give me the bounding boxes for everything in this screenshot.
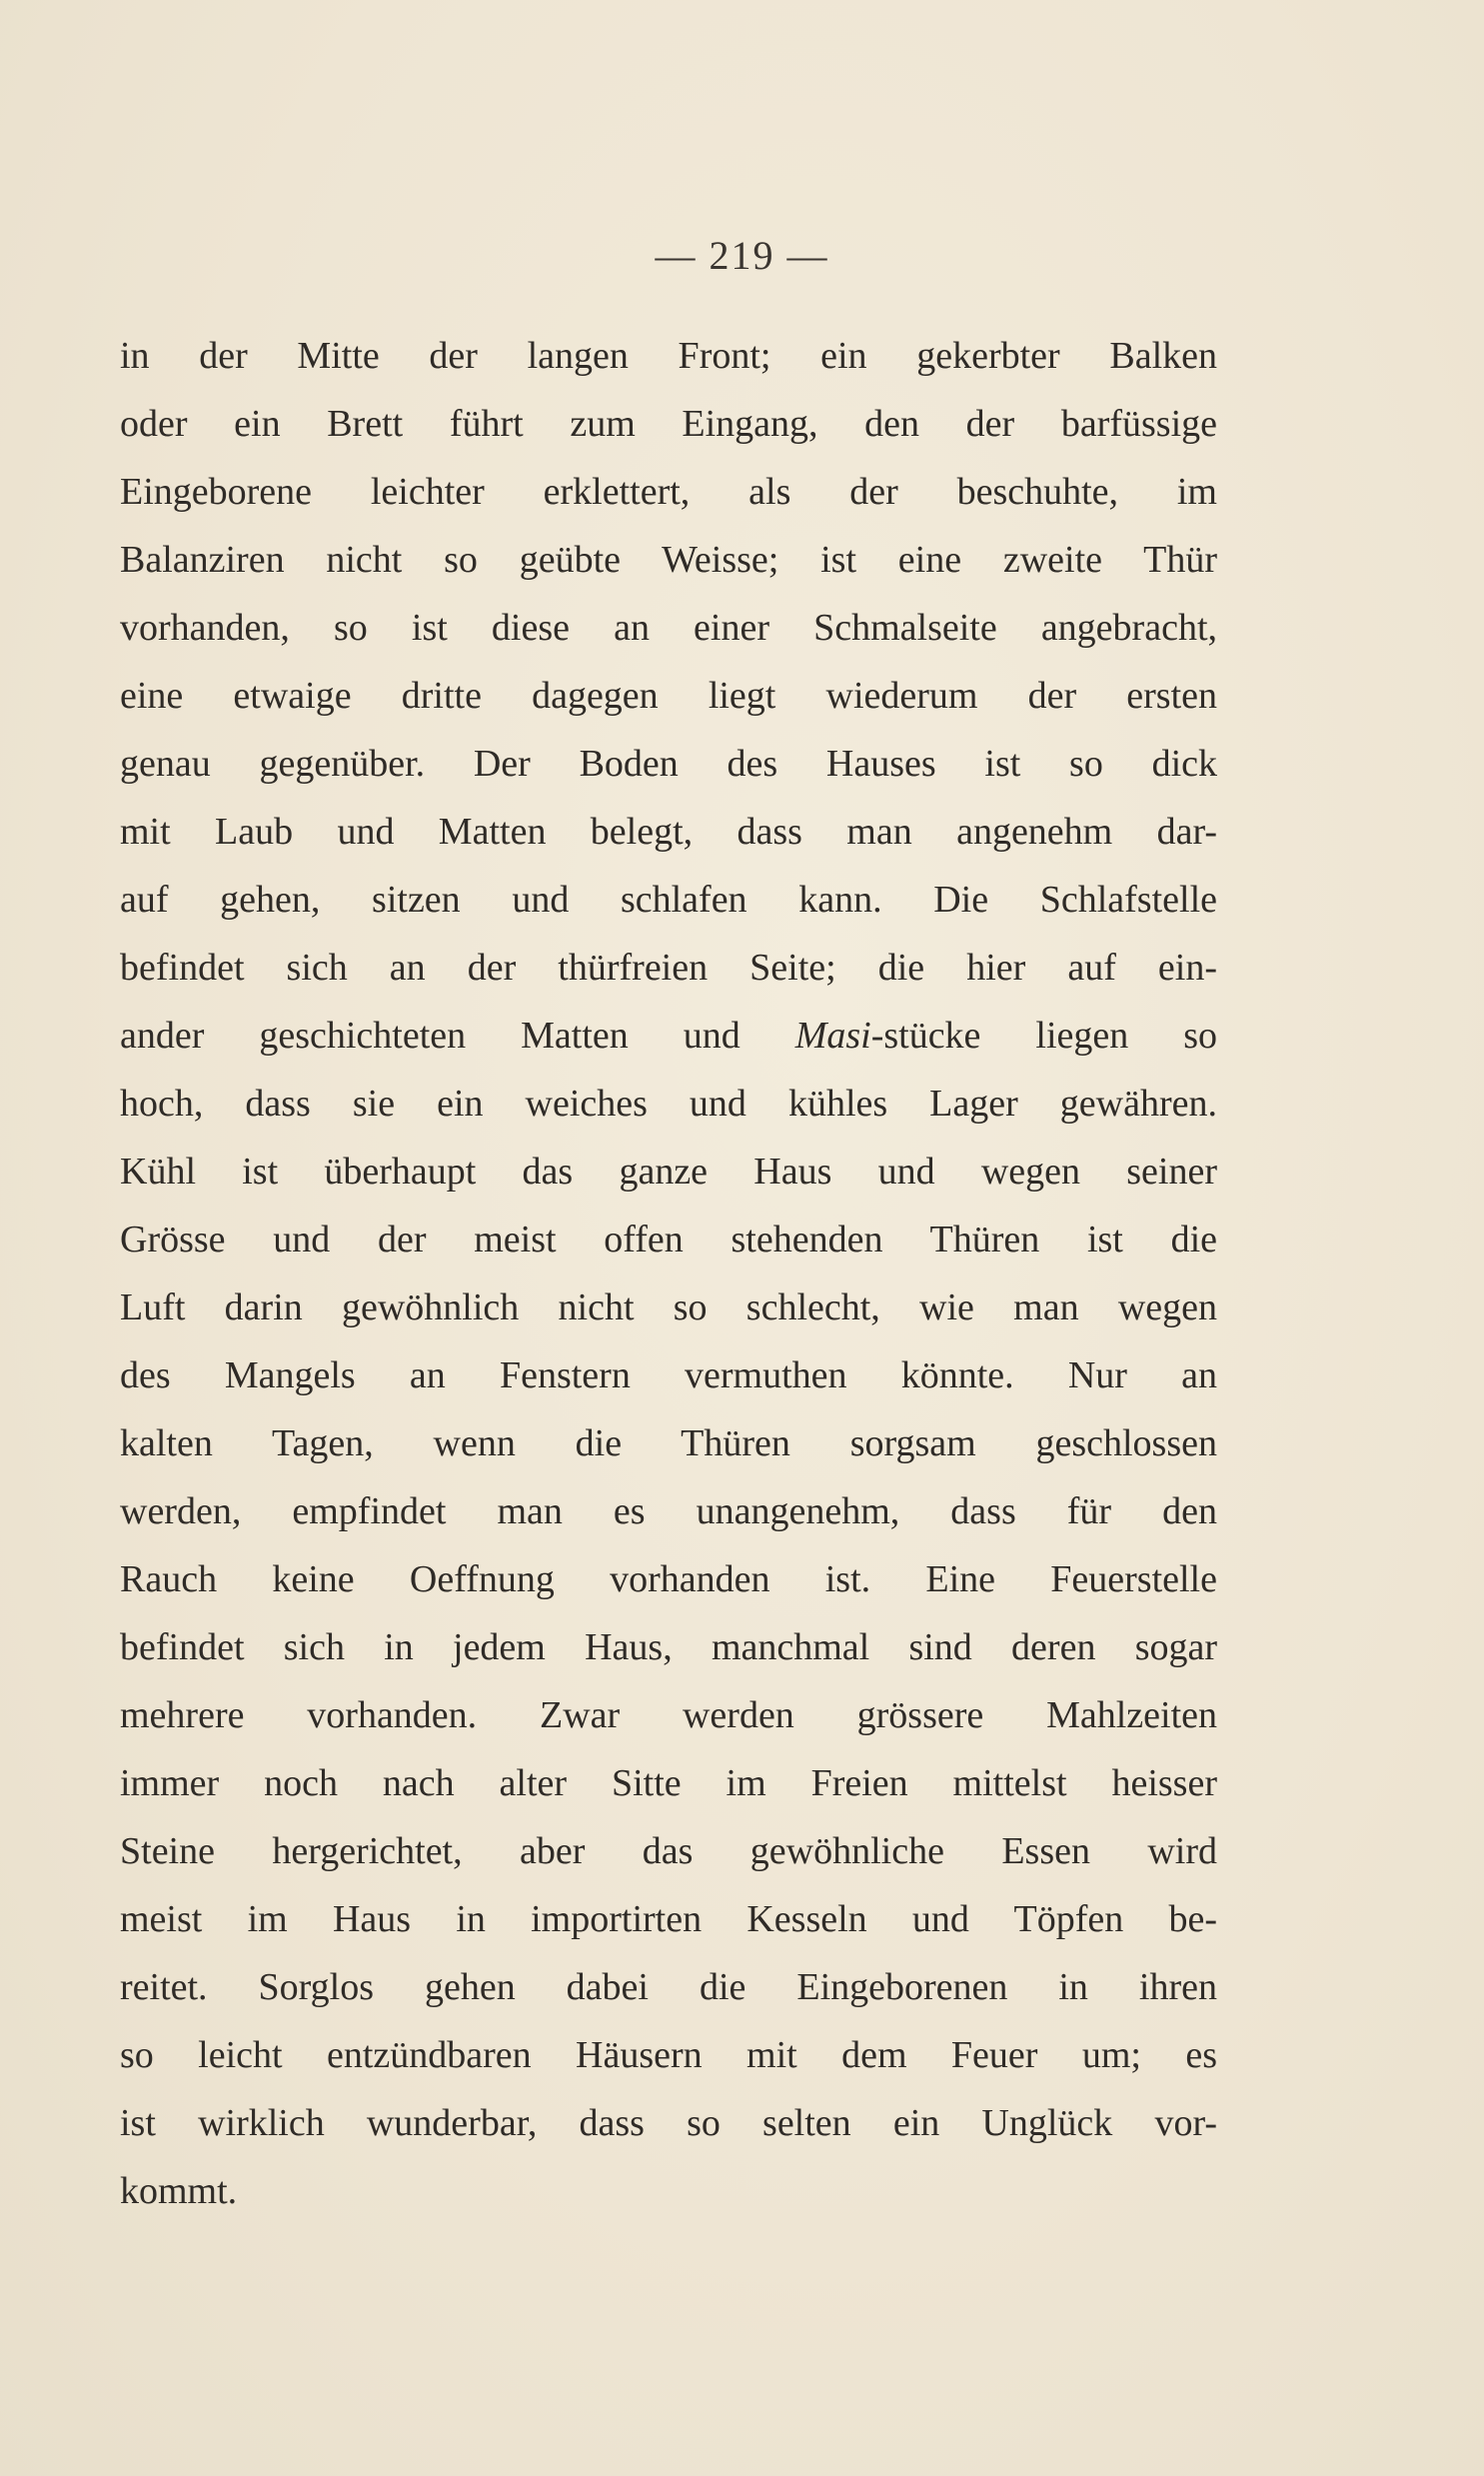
text-line: vorhanden, so ist diese an einer Schmalseite angebracht, — [120, 607, 1217, 649]
text-line: befindet sich an der thürfreien Seite; die hier auf ein- — [120, 947, 1217, 989]
text-line: reitet. Sorglos gehen dabei die Eingeborenen in ihren — [120, 1966, 1217, 2008]
page-number: — 219 — — [655, 233, 829, 278]
text-line: Steine hergerichtet, aber das gewöhnliche Essen wird — [120, 1830, 1217, 1872]
text-line: kalten Tagen, wenn die Thüren sorgsam geschlossen — [120, 1422, 1217, 1464]
text-line: mehrere vorhanden. Zwar werden grössere Mahlzeiten — [120, 1694, 1217, 1736]
text-line: in der Mitte der langen Front; ein gekerbter Balken — [120, 335, 1217, 377]
text-line: immer noch nach alter Sitte im Freien mittelst heisser — [120, 1762, 1217, 1804]
text-line — [120, 1002, 1217, 1070]
text-line: mit Laub und Matten belegt, dass man angenehm dar- — [120, 811, 1217, 853]
text-line: Grösse und der meist offen stehenden Thüren ist die — [120, 1219, 1217, 1260]
text-line: genau gegenüber. Der Boden des Hauses ist so dick — [120, 743, 1217, 785]
italic-term: Masi — [794, 1015, 871, 1057]
text-line: ist wirklich wunderbar, dass so selten ein Unglück vor- — [120, 2102, 1217, 2144]
text-line: des Mangels an Fenstern vermuthen könnte. Nur an — [120, 1354, 1217, 1396]
text-line: kommt. — [120, 2170, 238, 2212]
text-line: Eingeborene leichter erklettert, als der beschuhte, im — [120, 471, 1217, 513]
text-line: oder ein Brett führt zum Eingang, den der barfüssige — [120, 403, 1217, 445]
text-line: Balanziren nicht so geübte Weisse; ist eine zweite Thür — [120, 539, 1217, 581]
text-line: meist im Haus in importirten Kesseln und Töpfen be- — [120, 1898, 1217, 1940]
text-line: Luft darin gewöhnlich nicht so schlecht, wie man wegen — [120, 1286, 1217, 1328]
text-line: so leicht entzündbaren Häusern mit dem Feuer um; es — [120, 2034, 1217, 2076]
text-segment: -stücke liegen so — [870, 1015, 1217, 1057]
text-line: Rauch keine Oeffnung vorhanden ist. Eine Feuerstelle — [120, 1558, 1217, 1600]
text-line: Kühl ist überhaupt das ganze Haus und wegen seiner — [120, 1151, 1217, 1193]
text-line: befindet sich in jedem Haus, manchmal sind deren sogar — [120, 1626, 1217, 1668]
text-line: hoch, dass sie ein weiches und kühles Lager gewähren. — [120, 1083, 1217, 1125]
text-line: eine etwaige dritte dagegen liegt wiederum der ersten — [120, 675, 1217, 717]
text-segment: ander geschichteten Matten und — [120, 1015, 795, 1057]
text-line: auf gehen, sitzen und schlafen kann. Die Schlafstelle — [120, 879, 1217, 921]
text-line: werden, empfindet man es unangenehm, dass für den — [120, 1490, 1217, 1532]
body-paragraph — [120, 322, 1217, 2225]
